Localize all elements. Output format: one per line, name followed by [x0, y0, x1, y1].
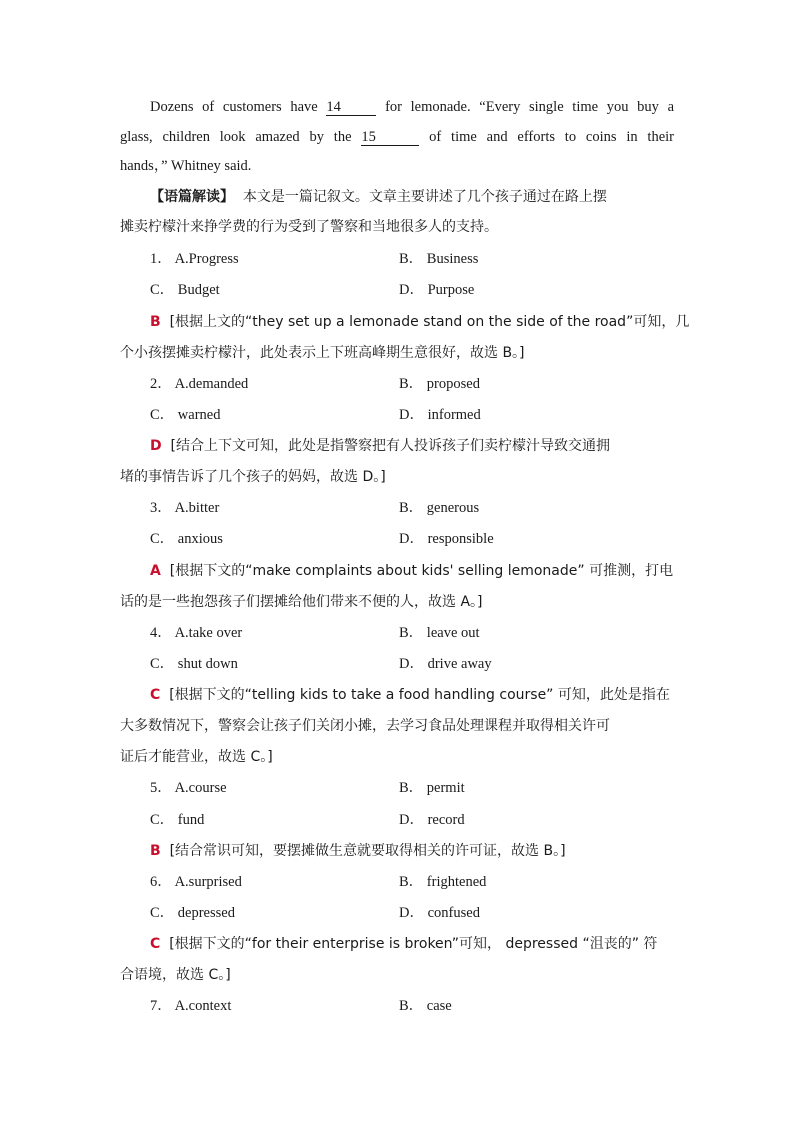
passage-text: for lemonade. “Every single time you buy a: [385, 99, 674, 115]
option-b: B． proposed: [399, 376, 480, 392]
question-5-row-ab: [0, 778, 794, 798]
intro-text: 摊卖柠檬汁来挣学费的行为受到了警察和当地很多人的支持。: [120, 219, 498, 235]
option-c: C． anxious: [150, 531, 223, 547]
answer-letter: A: [150, 563, 161, 579]
option-a: 7． A.context: [150, 998, 232, 1014]
explanation-3-line-2: [120, 592, 674, 612]
answer-letter: C: [150, 687, 161, 703]
passage-text: Dozens of customers have: [150, 99, 318, 115]
option-a: 1． A.Progress: [150, 251, 239, 267]
explanation-1-line-2: [120, 343, 674, 363]
explanation-text: [根据下文的“make complaints about kids' selling lemonade” 可推测，打电: [169, 563, 674, 579]
explanation-text: 话的是一些抱怨孩子们摆摊给他们带来不便的人，故选 A。]: [120, 594, 483, 610]
explanation-5-line-1: [150, 841, 674, 861]
question-4-row-ab: [0, 623, 794, 643]
option-d: D． informed: [399, 407, 481, 423]
option-d: D． drive away: [399, 656, 492, 672]
question-6-row-ab: [0, 872, 794, 892]
explanation-text: 合语境，故选 C。]: [120, 967, 231, 983]
question-5-row-cd: [0, 810, 794, 830]
answer-letter: B: [150, 843, 161, 859]
passage-line-3: [120, 156, 674, 176]
explanation-text: 大多数情况下，警察会让孩子们关闭小摊，去学习食品处理课程并取得相关许可: [120, 718, 610, 734]
passage-text: of time and efforts to coins in their: [429, 129, 675, 145]
answer-letter: C: [150, 936, 161, 952]
option-c: C． fund: [150, 812, 205, 828]
question-7-row-ab: [0, 996, 794, 1016]
explanation-text: [结合上下文可知，此处是指警察把有人投诉孩子们卖柠檬汁导致交通拥: [170, 438, 610, 454]
question-6-row-cd: [0, 903, 794, 923]
passage-text: hands，” Whitney said.: [120, 158, 252, 174]
option-b: B． Business: [399, 251, 479, 267]
explanation-4-line-3: [120, 747, 674, 767]
explanation-3-line-1: [150, 561, 674, 581]
option-b: B． case: [399, 998, 452, 1014]
question-1-row-cd: [0, 280, 794, 300]
option-a: 2． A.demanded: [150, 376, 249, 392]
explanation-2-line-1: [150, 436, 674, 456]
option-a: 3． A.bitter: [150, 500, 220, 516]
explanation-1-line-1: [150, 312, 690, 332]
explanation-4-line-1: [150, 685, 674, 705]
option-a: 4． A.take over: [150, 625, 243, 641]
explanation-text: [根据上文的“they set up a lemonade stand on the side of the road”可知，几: [169, 314, 690, 330]
answer-letter: B: [150, 314, 161, 330]
option-a: 6． A.surprised: [150, 874, 242, 890]
question-4-row-cd: [0, 654, 794, 674]
explanation-text: [根据下文的“for their enterprise is broken”可知， depressed “沮丧的” 符: [169, 936, 658, 952]
option-c: C． shut down: [150, 656, 238, 672]
option-c: C． depressed: [150, 905, 235, 921]
explanation-text: 证后才能营业，故选 C。]: [120, 749, 273, 765]
option-b: B． permit: [399, 780, 465, 796]
question-1-row-ab: [0, 249, 794, 269]
option-d: D． responsible: [399, 531, 494, 547]
passage-line-2: [120, 127, 674, 147]
option-d: D． confused: [399, 905, 480, 921]
question-2-row-cd: [0, 405, 794, 425]
explanation-6-line-1: [150, 934, 674, 954]
question-2-row-ab: [0, 374, 794, 394]
blank-14: 14: [326, 99, 376, 116]
option-b: B． leave out: [399, 625, 480, 641]
option-b: B． frightened: [399, 874, 487, 890]
question-3-row-cd: [0, 529, 794, 549]
passage-line-1: [150, 97, 674, 117]
intro-line-2: [120, 217, 674, 237]
intro-text: 本文是一篇记叙文。文章主要讲述了几个孩子通过在路上摆: [242, 189, 607, 205]
answer-letter: D: [150, 438, 162, 454]
explanation-6-line-2: [120, 965, 674, 985]
intro-label: 【语篇解读】: [150, 189, 234, 205]
explanation-4-line-2: [120, 716, 674, 736]
explanation-text: [结合常识可知，要摆摊做生意就要取得相关的许可证，故选 B。]: [169, 843, 566, 859]
explanation-2-line-2: [120, 467, 674, 487]
option-d: D． Purpose: [399, 282, 475, 298]
blank-15: 15: [361, 129, 419, 146]
passage-text: glass, children look amazed by the: [120, 129, 352, 145]
option-c: C． Budget: [150, 282, 220, 298]
question-3-row-ab: [0, 498, 794, 518]
intro-line-1: [150, 187, 674, 207]
option-c: C． warned: [150, 407, 221, 423]
option-b: B． generous: [399, 500, 480, 516]
option-a: 5． A.course: [150, 780, 227, 796]
explanation-text: 个小孩摆摊卖柠檬汁，此处表示上下班高峰期生意很好，故选 B。]: [120, 345, 525, 361]
explanation-text: 堵的事情告诉了几个孩子的妈妈，故选 D。]: [120, 469, 386, 485]
option-d: D． record: [399, 812, 465, 828]
explanation-text: [根据下文的“telling kids to take a food handling course” 可知，此处是指在: [169, 687, 670, 703]
